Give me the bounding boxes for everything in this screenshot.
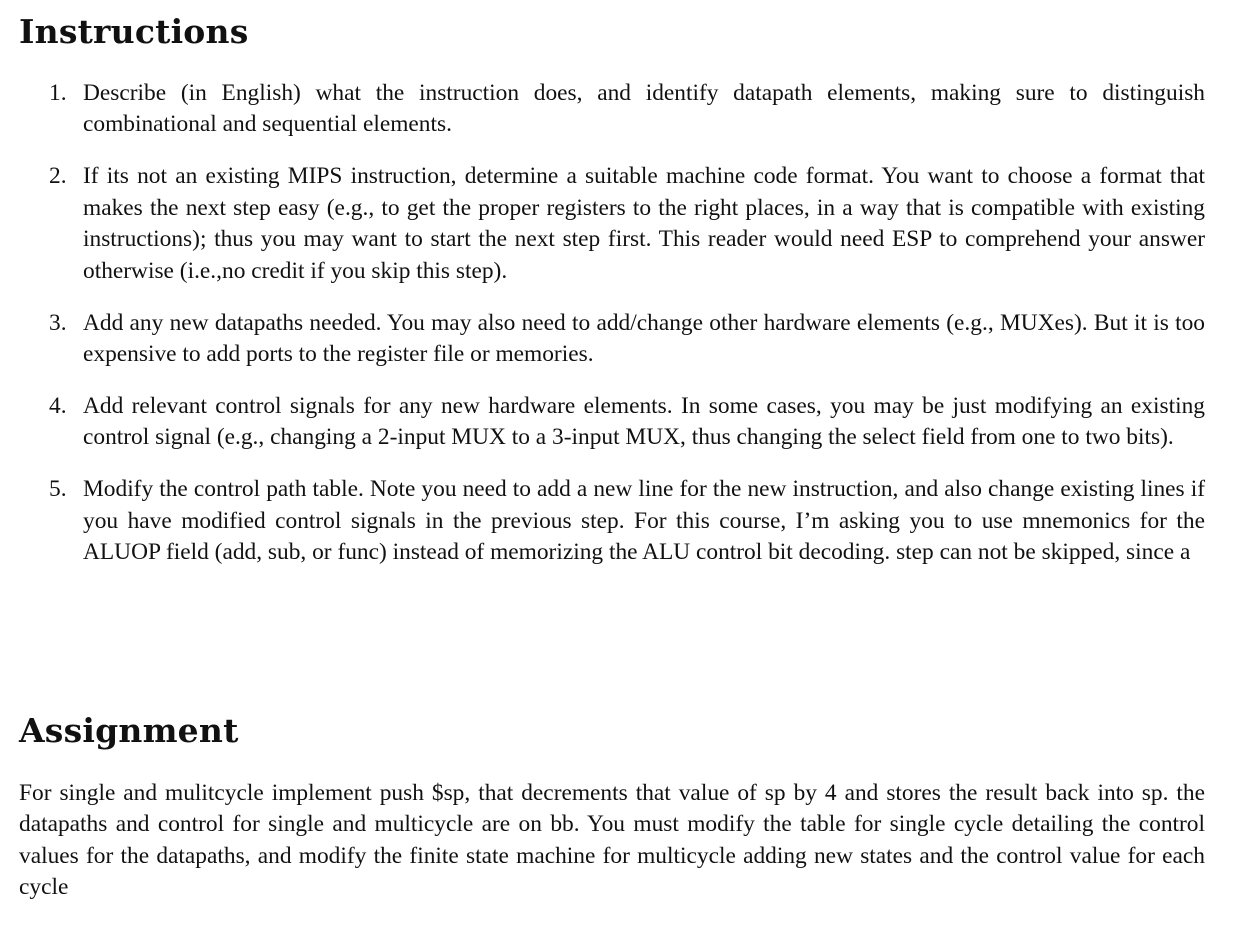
assignment-heading: Assignment [19,711,239,750]
step-number: 1. [49,80,67,106]
step-text: Describe (in English) what the instruction does, and identify datapath elements, making sure to distinguish combinational and sequential elements. [83,80,1205,138]
step-number: 4. [49,393,67,420]
step-number: 2. [49,163,67,190]
step-number: 5. [49,476,67,503]
instruction-step-3 [19,308,1205,371]
instruction-step-4 [19,391,1205,454]
step-text: Add any new datapaths needed. You may also need to add/change other hardware elements (e.g., MUXes). But it is too expensive to add ports to the register file or memories. [83,309,1205,368]
assignment-body: For single and mulitcycle implement push $sp, that decrements that value of sp by 4 and stores the result back into sp. the datapaths and control for single and multicycle are on bb. You must modify the table for single cycle detailing the control values for the datapaths, and modify the finite state machine for multicycle adding new states and the control value for each cycle [19,780,1205,901]
instruction-step-1 [19,78,1205,141]
instruction-step-5 [19,474,1205,568]
step-text: If its not an existing MIPS instruction, determine a suitable machine code format. You want to choose a format that makes the next step easy (e.g., to get the proper registers to the right places, in a way that is compatible with existing instructions); thus you may want to start the next step first. This reader would need ESP to comprehend your answer otherwise (i.e.,no credit if you skip this step). [83,163,1205,284]
step-number: 3. [49,309,67,336]
step-text: Modify the control path table. Note you need to add a new line for the new instruction, and also change existing lines if you have modified control signals in the previous step. For this course, I’m asking you to use mnemonics for the ALUOP field (add, sub, or func) instead of memorizing the ALU control bit decoding. step can not be skipped, since a [83,476,1205,566]
step-text: Add relevant control signals for any new hardware elements. In some cases, you may be just modifying an existing control signal (e.g., changing a 2-input MUX to a 3-input MUX, thus changing the select field from one to two bits). [83,393,1205,451]
instructions-heading: Instructions [19,12,249,51]
instructions-list [19,78,1205,589]
instruction-step-2 [19,161,1205,287]
